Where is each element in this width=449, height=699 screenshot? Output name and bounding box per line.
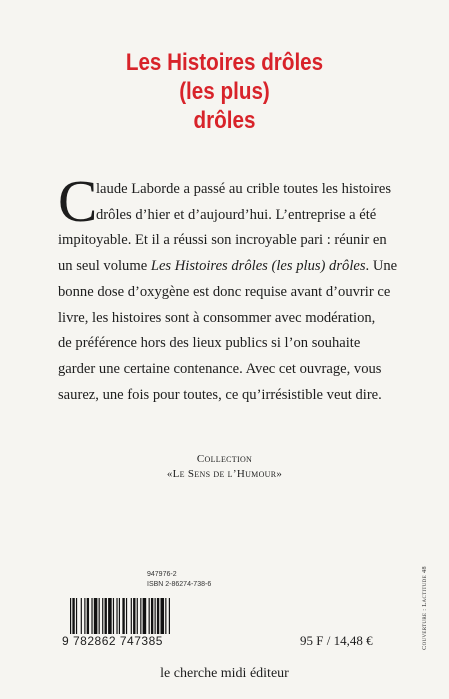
barcode-bar: [94, 598, 98, 634]
barcode-bar: [137, 598, 138, 634]
blurb-line-7: de préférence hors des lieux publics si l’on souhaite: [58, 335, 361, 352]
barcode-bar: [140, 598, 141, 634]
barcode-bar: [105, 598, 107, 634]
barcode-bar: [102, 598, 103, 634]
barcode-bar: [81, 598, 82, 634]
collection-name: «Le Sens de l’Humour»: [166, 468, 283, 480]
blurb-line-9: saurez, une fois pour toutes, ce qu’irrésistible veut dire.: [58, 386, 382, 403]
barcode-bar: [70, 598, 71, 634]
barcode: [70, 598, 170, 634]
reference-code: 947976-2: [147, 571, 177, 578]
blurb-line-4-pre: un seul volume: [58, 258, 151, 275]
barcode-bar: [119, 598, 120, 634]
blurb-line-6: livre, les histoires sont à consommer avec modération,: [58, 309, 376, 326]
barcode-bar: [76, 598, 77, 634]
barcode-bar: [131, 598, 132, 634]
blurb-line-2: drôles d’hier et d’aujourd’hui. L’entreprise a été: [96, 206, 377, 223]
barcode-bar: [169, 598, 170, 634]
blurb-line-8: garder une certaine contenance. Avec cet ouvrage, vous: [58, 360, 382, 377]
barcode-bar: [108, 598, 112, 634]
isbn: ISBN 2-86274-738-6: [147, 581, 212, 588]
publisher-name: le cherche midi éditeur: [160, 666, 289, 681]
barcode-bar: [122, 598, 124, 634]
barcode-bar: [116, 598, 117, 634]
drop-cap: C: [58, 168, 98, 234]
barcode-bar: [99, 598, 100, 634]
barcode-bar: [126, 598, 127, 634]
barcode-bar: [151, 598, 153, 634]
barcode-bar: [157, 598, 159, 634]
collection-label: Collection: [196, 453, 253, 465]
barcode-digits: 9 782862 747385: [62, 634, 163, 648]
barcode-bar: [91, 598, 92, 634]
blurb-text: [58, 177, 398, 408]
barcode-bar: [87, 598, 89, 634]
title-line-1: Les Histoires drôles: [125, 49, 324, 76]
title-line-3: drôles: [193, 107, 256, 134]
barcode-bar: [84, 598, 85, 634]
blurb-line-3: impitoyable. Et il a réussi son incroyable pari : réunir en: [58, 232, 387, 249]
blurb-line-4-post: . Une: [365, 258, 398, 275]
blurb-line-4: [58, 254, 398, 280]
barcode-bar: [133, 598, 135, 634]
barcode-bar: [160, 598, 164, 634]
barcode-bar: [143, 598, 147, 634]
book-title: [31, 48, 417, 135]
price: 95 F / 14,48 €: [300, 633, 373, 648]
barcode-bar: [155, 598, 156, 634]
title-line-2: (les plus): [179, 78, 270, 105]
barcode-bar: [113, 598, 114, 634]
blurb-line-1: laude Laborde a passé au crible toutes les histoires: [96, 181, 392, 197]
barcode-bar: [149, 598, 150, 634]
cover-credit: Couverture : Lactitude 48: [421, 566, 428, 650]
barcode-bar: [72, 598, 74, 634]
blurb-line-5: bonne dose d’oxygène est donc requise avant d’ouvrir ce: [58, 283, 391, 300]
blurb-book-title: Les Histoires drôles (les plus) drôles: [150, 258, 366, 275]
barcode-bar: [165, 598, 166, 634]
